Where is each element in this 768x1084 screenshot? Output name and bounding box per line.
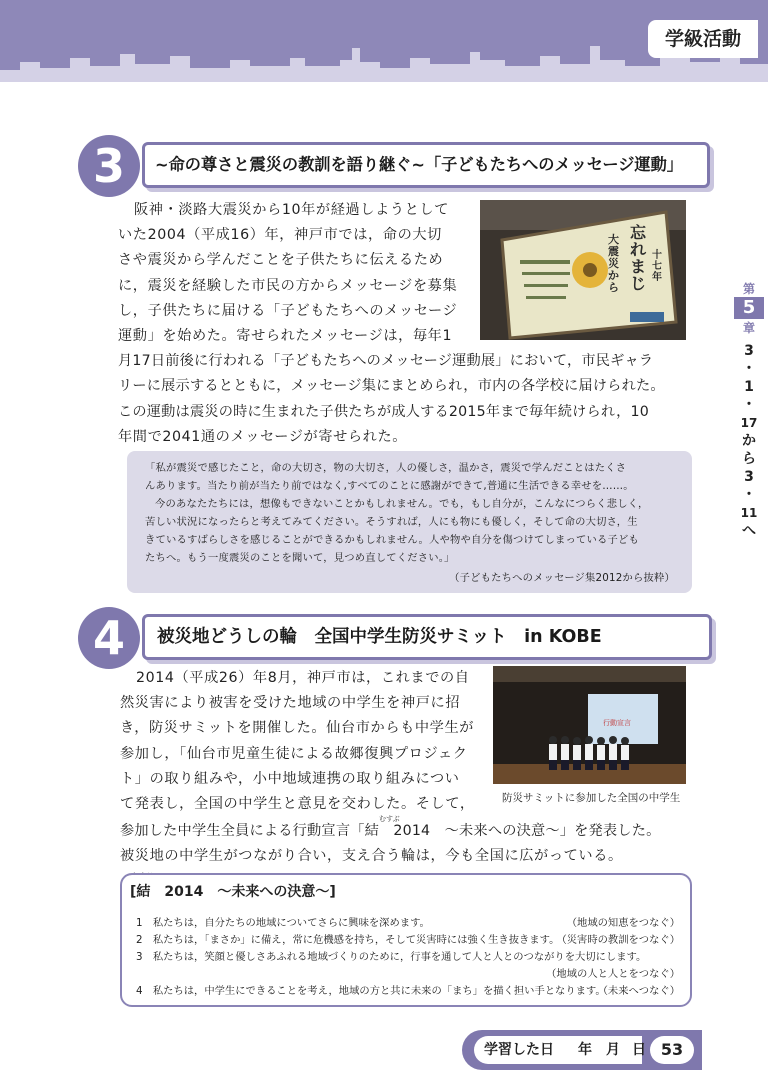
musubu-ruby: むすぶ — [379, 815, 400, 823]
decl-item-4: 4 私たちは，中学生にできることを考え，地域の方と共に未来の「まち」を描く担い手となります。 — [136, 985, 606, 997]
page-number: 53 — [650, 1036, 694, 1064]
declaration-title: [結 2014 ～未来への決意～] — [130, 884, 336, 900]
section3-title: ~命の尊さと震災の教訓を語り継ぐ~「子どもたちへのメッセージ運動」 — [142, 142, 710, 188]
quote-source: （子どもたちへのメッセージ集2012から抜粋） — [449, 572, 675, 584]
photo-board-small-text: 十七年 — [652, 250, 662, 283]
study-year-label: 年 — [578, 1042, 592, 1058]
quote-line-6: たちへ。もう一度震災のことを聞いて，見つめ直してください。」 — [145, 552, 455, 564]
message-quote-box — [127, 451, 692, 593]
quote-line-1: 「私が震災で感じたこと，命の大切さ，物の大切さ，人の優しさ，温かさ，震災で学んだことはたくさ — [145, 462, 627, 474]
quote-line-3: 今のあなたたちには，想像もできないことかもしれません。でも，もし自分が，こんなにつらく悲しく， — [155, 498, 649, 510]
chapter-number: 5 — [734, 297, 764, 319]
s3-line-10: 年間で2041通のメッセージが寄せられた。 — [118, 428, 408, 445]
decl-item-1-note: （地域の知恵をつなぐ） — [566, 917, 680, 929]
declaration-box — [120, 873, 692, 1007]
s4-line-8: 被災地の中学生がつながり合い，支え合う輪は，今も全国に広がっている。 — [120, 848, 623, 865]
s4-line-6: て発表し，全国の中学生と意見を交わした。そして， — [120, 796, 475, 813]
vt-4: 17 — [740, 416, 758, 430]
summit-stage-illustration — [493, 666, 686, 784]
s3-line-3: さや震災から学んだことを子供たちに伝えるため — [118, 252, 444, 269]
vt-8: ・ — [742, 487, 756, 503]
vt-5: か — [742, 433, 756, 449]
chapter-vertical-text — [730, 342, 768, 540]
decl-item-1: 1 私たちは，自分たちの地域についてさらに興味を深めます。 — [136, 917, 430, 929]
s3-line-4: に，震災を経験した市民の方からメッセージを募集 — [118, 277, 458, 294]
quote-line-4: 苦しい状況になったらと考えてみてください。そうすれば，人にも物にも優しく，そして命の大切さ，生 — [145, 516, 638, 528]
s3-line-2: いた2004（平成16）年，神戸市では，命の大切 — [118, 227, 442, 244]
quote-line-2: んあります。当たり前が当たり前ではなく,すべてのことに感謝ができて,普通に生活できる幸せを……。 — [145, 480, 634, 492]
vt-9: 11 — [740, 506, 758, 520]
study-date-field[interactable] — [474, 1036, 646, 1064]
s3-line-9: この運動は震災の時に生まれた子供たちが成人する2015年まで毎年続けられ，10 — [118, 403, 650, 420]
vt-3: ・ — [742, 397, 756, 413]
quote-line-5: きているすばらしさを感じることができるかもしれません。人や物や自分を傷つけてしまっている子ども — [145, 534, 639, 546]
photo-board-big-text: 忘れまじ — [630, 223, 647, 293]
summit-photo — [493, 666, 686, 784]
section3-number: 3 — [78, 135, 140, 197]
chapter-prefix: 第 — [742, 282, 755, 296]
s4-line-7: 参加した中学生全員による行動宣言「結 2014 ～未来への決意～」を発表した。 — [120, 823, 661, 840]
s3-line-6: 運動」を始めた。寄せられたメッセージは，毎年1 — [118, 328, 453, 345]
category-tag: 学級活動 — [648, 20, 758, 58]
s3-line-1: 阪神・淡路大震災から10年が経過しようとして — [134, 202, 450, 218]
message-board-photo — [480, 200, 686, 340]
chapter-side-tab — [730, 280, 768, 540]
decl-item-3-note: （地域の人と人とをつなぐ） — [546, 968, 680, 980]
s3-line-8: リーに展示するとともに，メッセージ集にまとめられ，市内の各学校に届けられた。 — [118, 378, 665, 395]
study-date-footer — [462, 1030, 702, 1070]
s4-line-1: 2014（平成26）年8月，神戸市は，これまでの自 — [136, 670, 470, 686]
decl-item-2-note: （災害時の教訓をつなぐ） — [556, 934, 680, 946]
summit-photo-caption: 防災サミットに参加した全国の中学生 — [502, 792, 681, 804]
section4-number: 4 — [78, 607, 140, 669]
decl-item-3: 3 私たちは，笑顔と優しさあふれる地域づくりのために，行事を通して人と人とのつながりを大切にします。 — [136, 951, 647, 963]
vt-2: 1 — [744, 379, 754, 395]
vt-10: へ — [742, 523, 756, 539]
chapter-suffix: 章 — [742, 321, 755, 335]
s4-line-5: ト」の取り組みや，小中地域連携の取り組みについ — [120, 770, 460, 787]
s4-line-3: き，防災サミットを開催した。仙台市からも中学生が — [120, 720, 475, 737]
s4-line-4: 参加し，「仙台市児童生徒による故郷復興プロジェク — [120, 745, 468, 762]
vt-7: 3 — [744, 469, 754, 485]
s4-line-2: 然災害により被害を受けた地域の中学生を神戸に招 — [120, 695, 461, 712]
study-date-label: 学習した日 — [484, 1042, 554, 1058]
vt-1: ・ — [742, 361, 756, 377]
s3-line-7: 月17日前後に行われる「子どもたちへのメッセージ運動展」において，市民ギャラ — [118, 353, 654, 370]
s3-line-5: し，子供たちに届ける「子どもたちへのメッセージ — [118, 302, 458, 319]
vt-0: 3 — [744, 343, 754, 359]
decl-item-2: 2 私たちは，「まさか」に備え，常に危機感を持ち，そして災害時には強く生き抜きます。 — [136, 934, 560, 946]
photo-board-mid-text: 大震災から — [608, 233, 619, 294]
section4-title: 被災地どうしの輪 全国中学生防災サミット in KOBE — [142, 614, 712, 660]
decl-item-4-note: （未来へつなぐ） — [597, 985, 680, 997]
study-month-label: 月 — [606, 1042, 620, 1058]
study-day-label: 日 — [632, 1042, 646, 1058]
summit-screen-text: 行動宣言 — [603, 719, 631, 727]
vt-6: ら — [742, 451, 756, 467]
